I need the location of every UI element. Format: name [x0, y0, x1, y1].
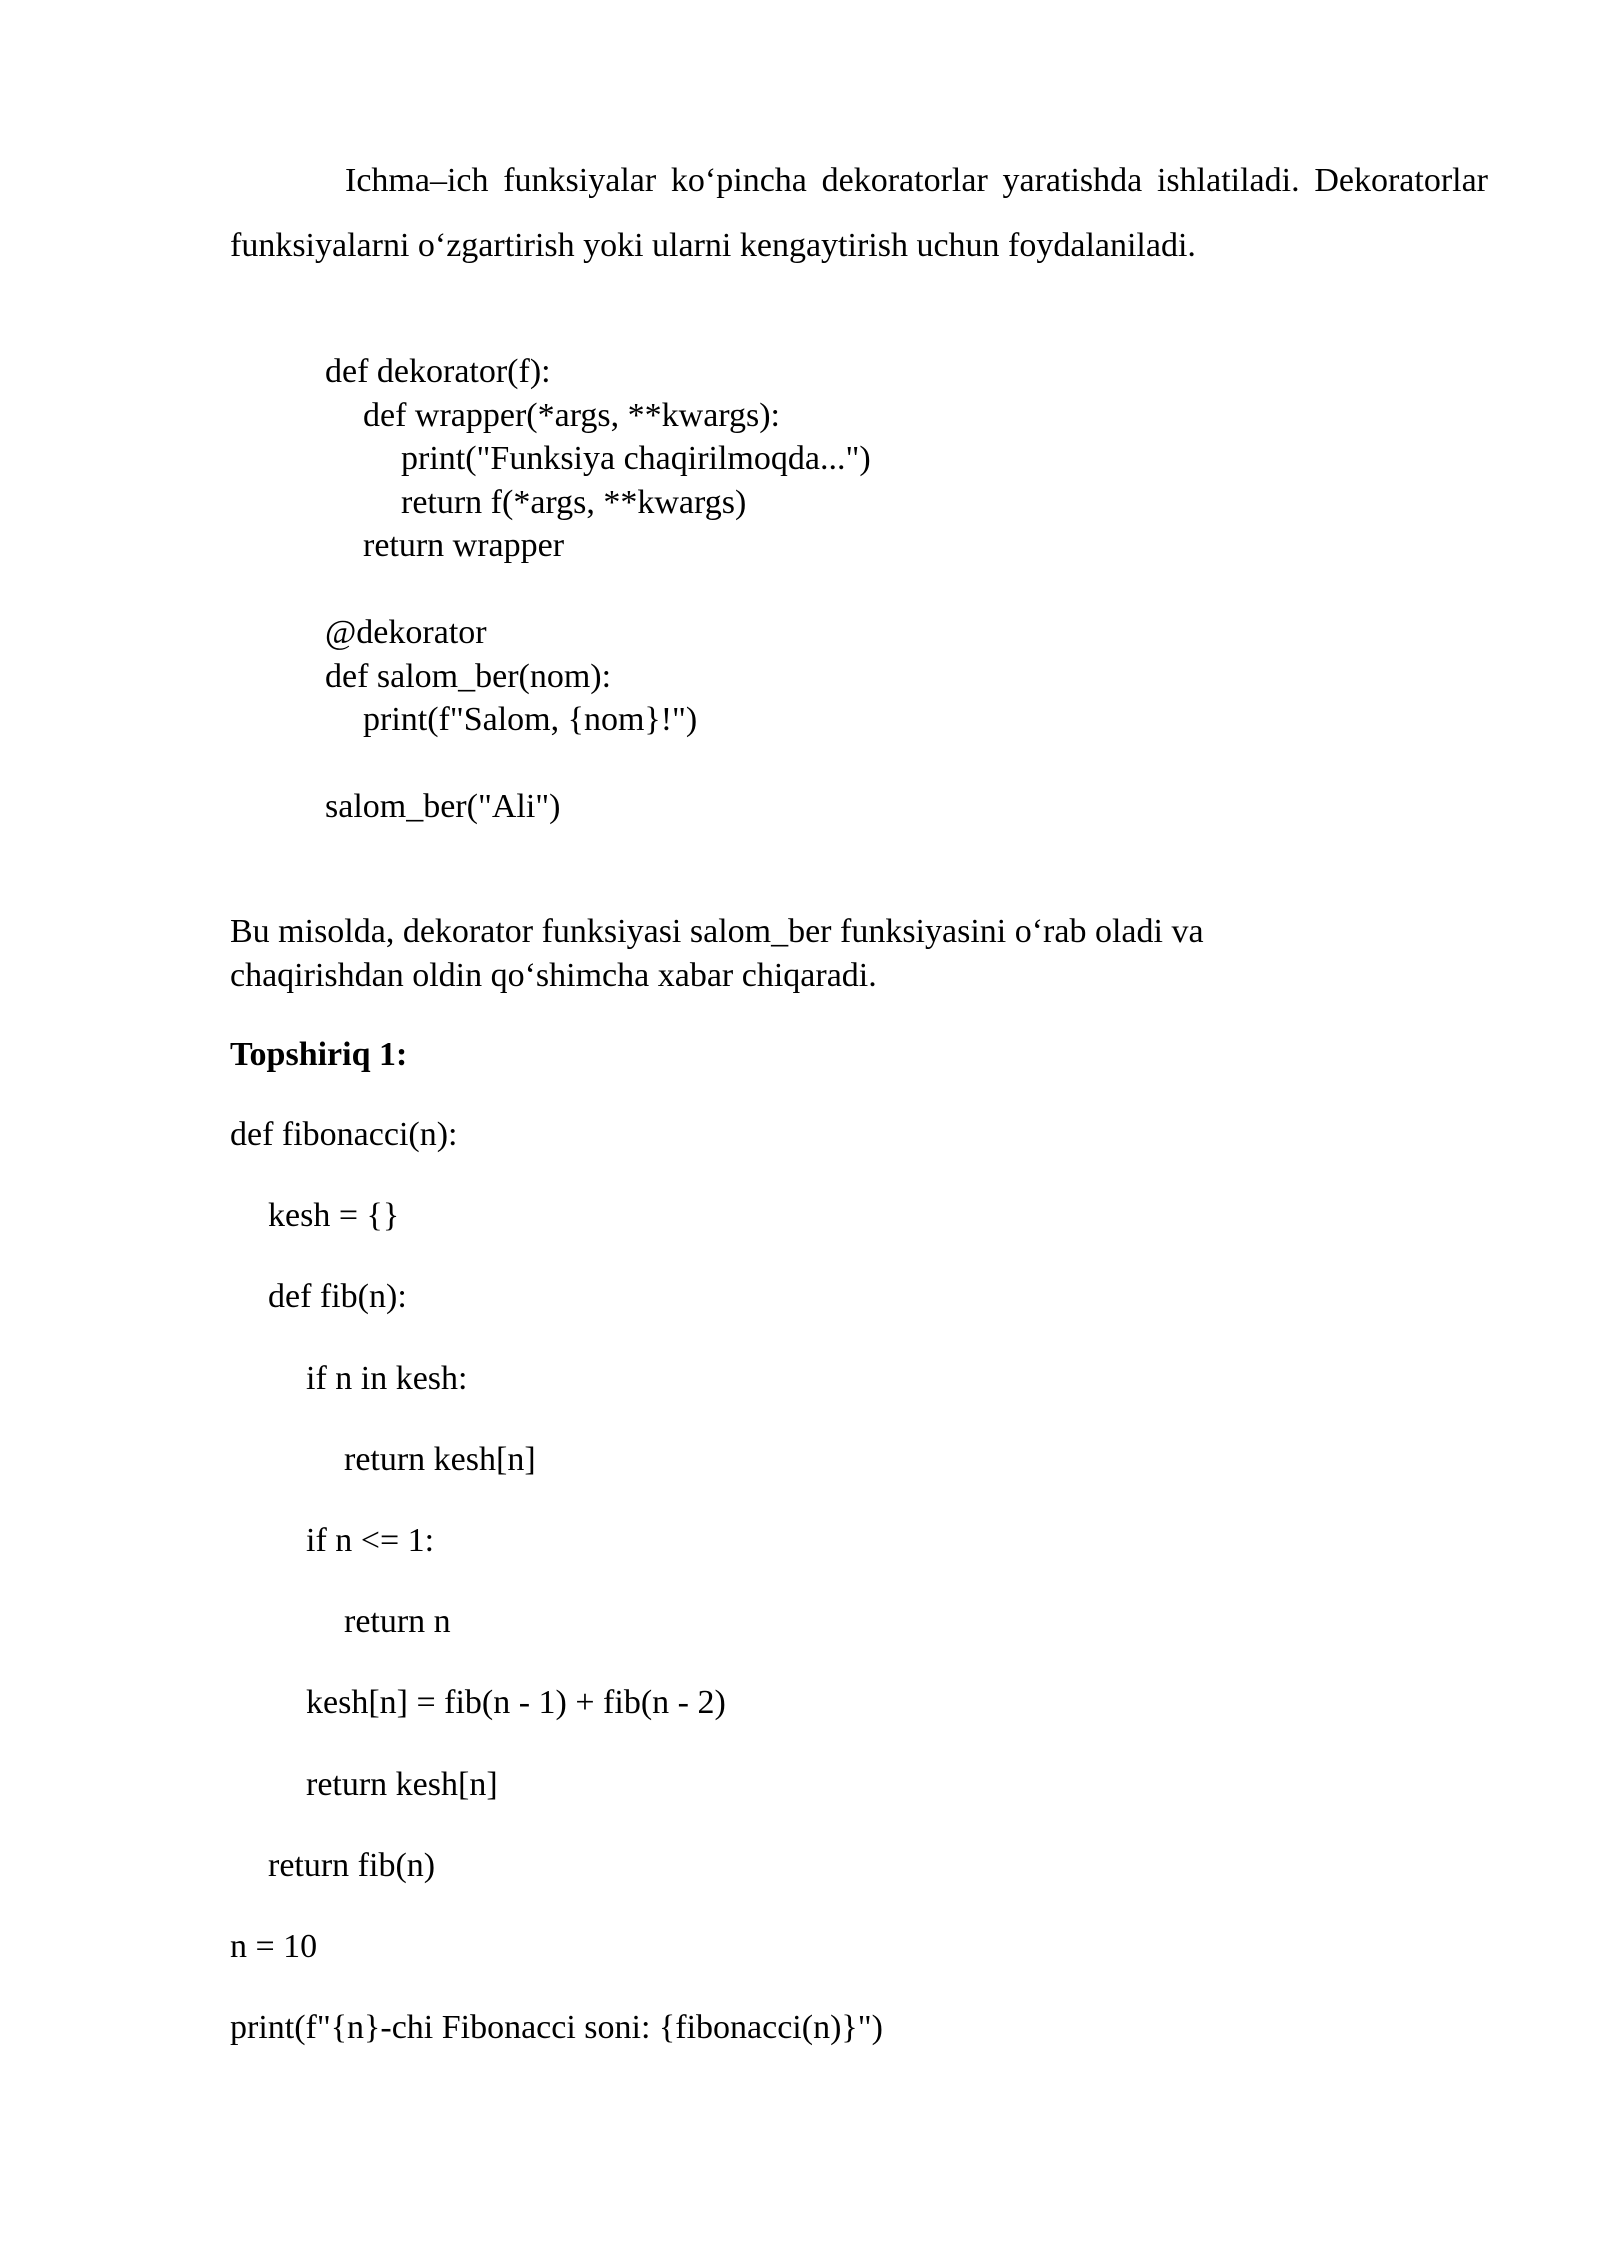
- code-line: def fib(n):: [268, 1278, 407, 1316]
- code-line: salom_ber("Ali"): [325, 788, 561, 825]
- code-line: def dekorator(f):: [325, 353, 551, 390]
- code-line: @dekorator: [325, 614, 487, 651]
- code-line: def fibonacci(n):: [230, 1116, 458, 1153]
- code-line: if n <= 1:: [306, 1521, 435, 1559]
- code-line: print(f"Salom, {nom}!"): [363, 701, 698, 738]
- explanation-line: chaqirishdan oldin qo‘shimcha xabar chiqaradi.: [230, 956, 877, 994]
- code-line: return kesh[n]: [344, 1440, 536, 1478]
- code-line: def salom_ber(nom):: [325, 657, 612, 695]
- code-line-blank: [325, 742, 871, 786]
- code-line: print("Funksiya chaqirilmoqda..."): [401, 440, 871, 477]
- code-line: print(f"{n}-chi Fibonacci soni: {fibonacci(n)}"): [230, 2009, 883, 2047]
- code-line: return f(*args, **kwargs): [401, 483, 747, 521]
- code-line: kesh[n] = fib(n - 1) + fib(n - 2): [306, 1684, 726, 1722]
- decorator-code-example: [325, 350, 871, 829]
- code-line: n = 10: [230, 1927, 318, 1965]
- code-line: kesh = {}: [268, 1197, 400, 1235]
- explanation-line: Bu misolda, dekorator funksiyasi salom_ber funksiyasini o‘rab oladi va: [230, 913, 1204, 950]
- code-line: return fib(n): [268, 1846, 436, 1884]
- code-line: if n in kesh:: [306, 1359, 468, 1397]
- fibonacci-code-example: [230, 1113, 883, 2087]
- explanation-paragraph: [230, 910, 1488, 997]
- task-heading: Topshiriq 1:: [230, 1036, 408, 1073]
- intro-paragraph: Ichma–ich funksiyalar ko‘pincha dekoratorlar yaratishda ishlatiladi. Dekoratorlar funksiyalarni o‘zgartirish yoki ularni kengaytirish uchun foydalaniladi.: [230, 162, 1488, 264]
- code-line-blank: [325, 568, 871, 612]
- code-line: return kesh[n]: [306, 1765, 498, 1803]
- code-line: def wrapper(*args, **kwargs):: [363, 396, 780, 434]
- code-line: return wrapper: [363, 527, 565, 564]
- code-line: return n: [344, 1603, 451, 1641]
